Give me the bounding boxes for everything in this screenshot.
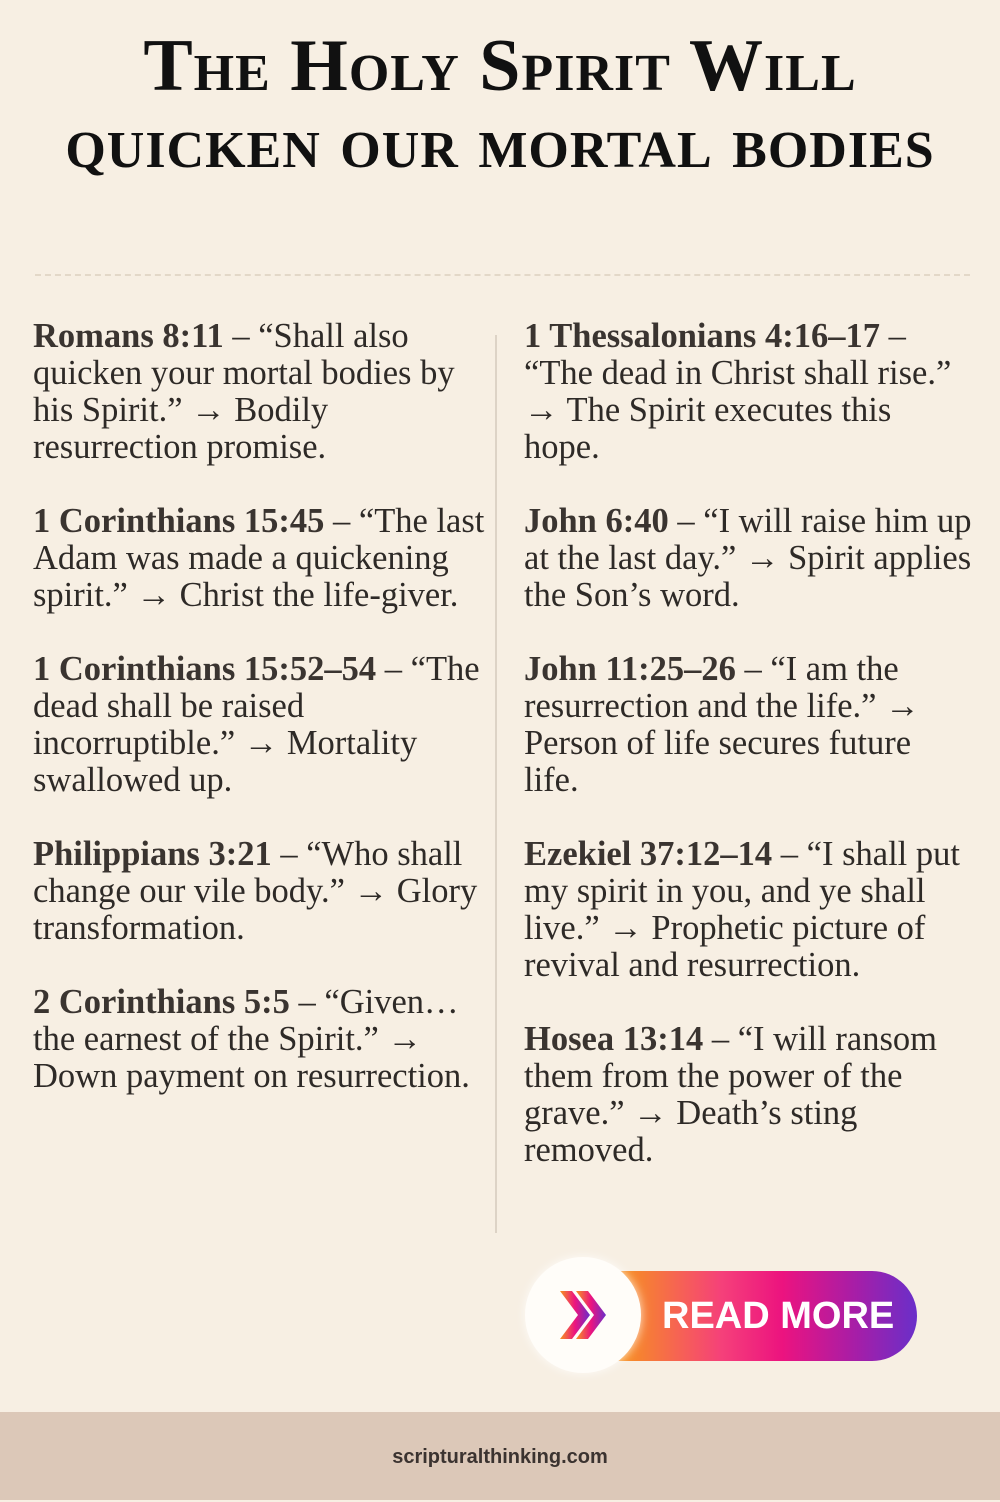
verse-entry: [33, 836, 488, 947]
footer-site-link[interactable]: scripturalthinking.com: [392, 1446, 608, 1468]
verse-entry: [33, 984, 488, 1095]
verse-text: – “The dead in Christ shall rise.” → The Spirit executes this hope.: [524, 317, 952, 466]
verse-text: – “Who shall change our vile body.” → Glory transformation.: [33, 835, 478, 947]
verse-entry: [33, 318, 488, 466]
verse-reference: John 6:40: [524, 502, 669, 540]
verse-text: – “The last Adam was made a quickening spirit.” → Christ the life-giver.: [33, 502, 485, 614]
verse-reference: Ezekiel 37:12–14: [524, 835, 773, 873]
verse-reference: Hosea 13:14: [524, 1020, 704, 1058]
verse-entry: [33, 503, 488, 614]
verse-entry: [524, 1021, 974, 1169]
title-divider: [35, 274, 970, 276]
verse-text: – “I will ransom them from the power of the grave.” → Death’s sting removed.: [524, 1020, 937, 1169]
left-column: [33, 318, 488, 1132]
verse-entry: [524, 318, 974, 466]
verse-text: – “I am the resurrection and the life.” → Person of life secures future life.: [524, 650, 920, 799]
verse-entry: [524, 503, 974, 614]
verse-entry: [524, 651, 974, 799]
footer: [0, 1412, 1000, 1500]
page-title: The Holy Spirit Will quicken our mortal bodies: [65, 25, 935, 184]
verse-text: – “Shall also quicken your mortal bodies by his Spirit.” → Bodily resurrection promise.: [33, 317, 455, 466]
verse-reference: John 11:25–26: [524, 650, 736, 688]
verse-reference: 2 Corinthians 5:5: [33, 983, 290, 1021]
right-column: [524, 318, 974, 1206]
verse-text: – “I will raise him up at the last day.” → Spirit applies the Son’s word.: [524, 502, 972, 614]
double-chevron-right-icon: [554, 1285, 614, 1345]
verse-entry: [33, 651, 488, 799]
verse-entry: [524, 836, 974, 984]
verse-reference: 1 Thessalonians 4:16–17: [524, 317, 880, 355]
verse-reference: Philippians 3:21: [33, 835, 272, 873]
verse-reference: 1 Corinthians 15:45: [33, 502, 325, 540]
verse-text: – “The dead shall be raised incorruptible.” → Mortality swallowed up.: [33, 650, 480, 799]
column-divider: [495, 335, 497, 1233]
verse-reference: 1 Corinthians 15:52–54: [33, 650, 377, 688]
read-more-button[interactable]: [522, 1255, 918, 1375]
verse-text: – “I shall put my spirit in you, and ye shall live.” → Prophetic picture of revival and resurrection.: [524, 835, 960, 984]
verse-reference: Romans 8:11: [33, 317, 224, 355]
verse-text: – “Given… the earnest of the Spirit.” → Down payment on resurrection.: [33, 983, 470, 1095]
read-more-label[interactable]: READ MORE: [662, 1295, 895, 1337]
